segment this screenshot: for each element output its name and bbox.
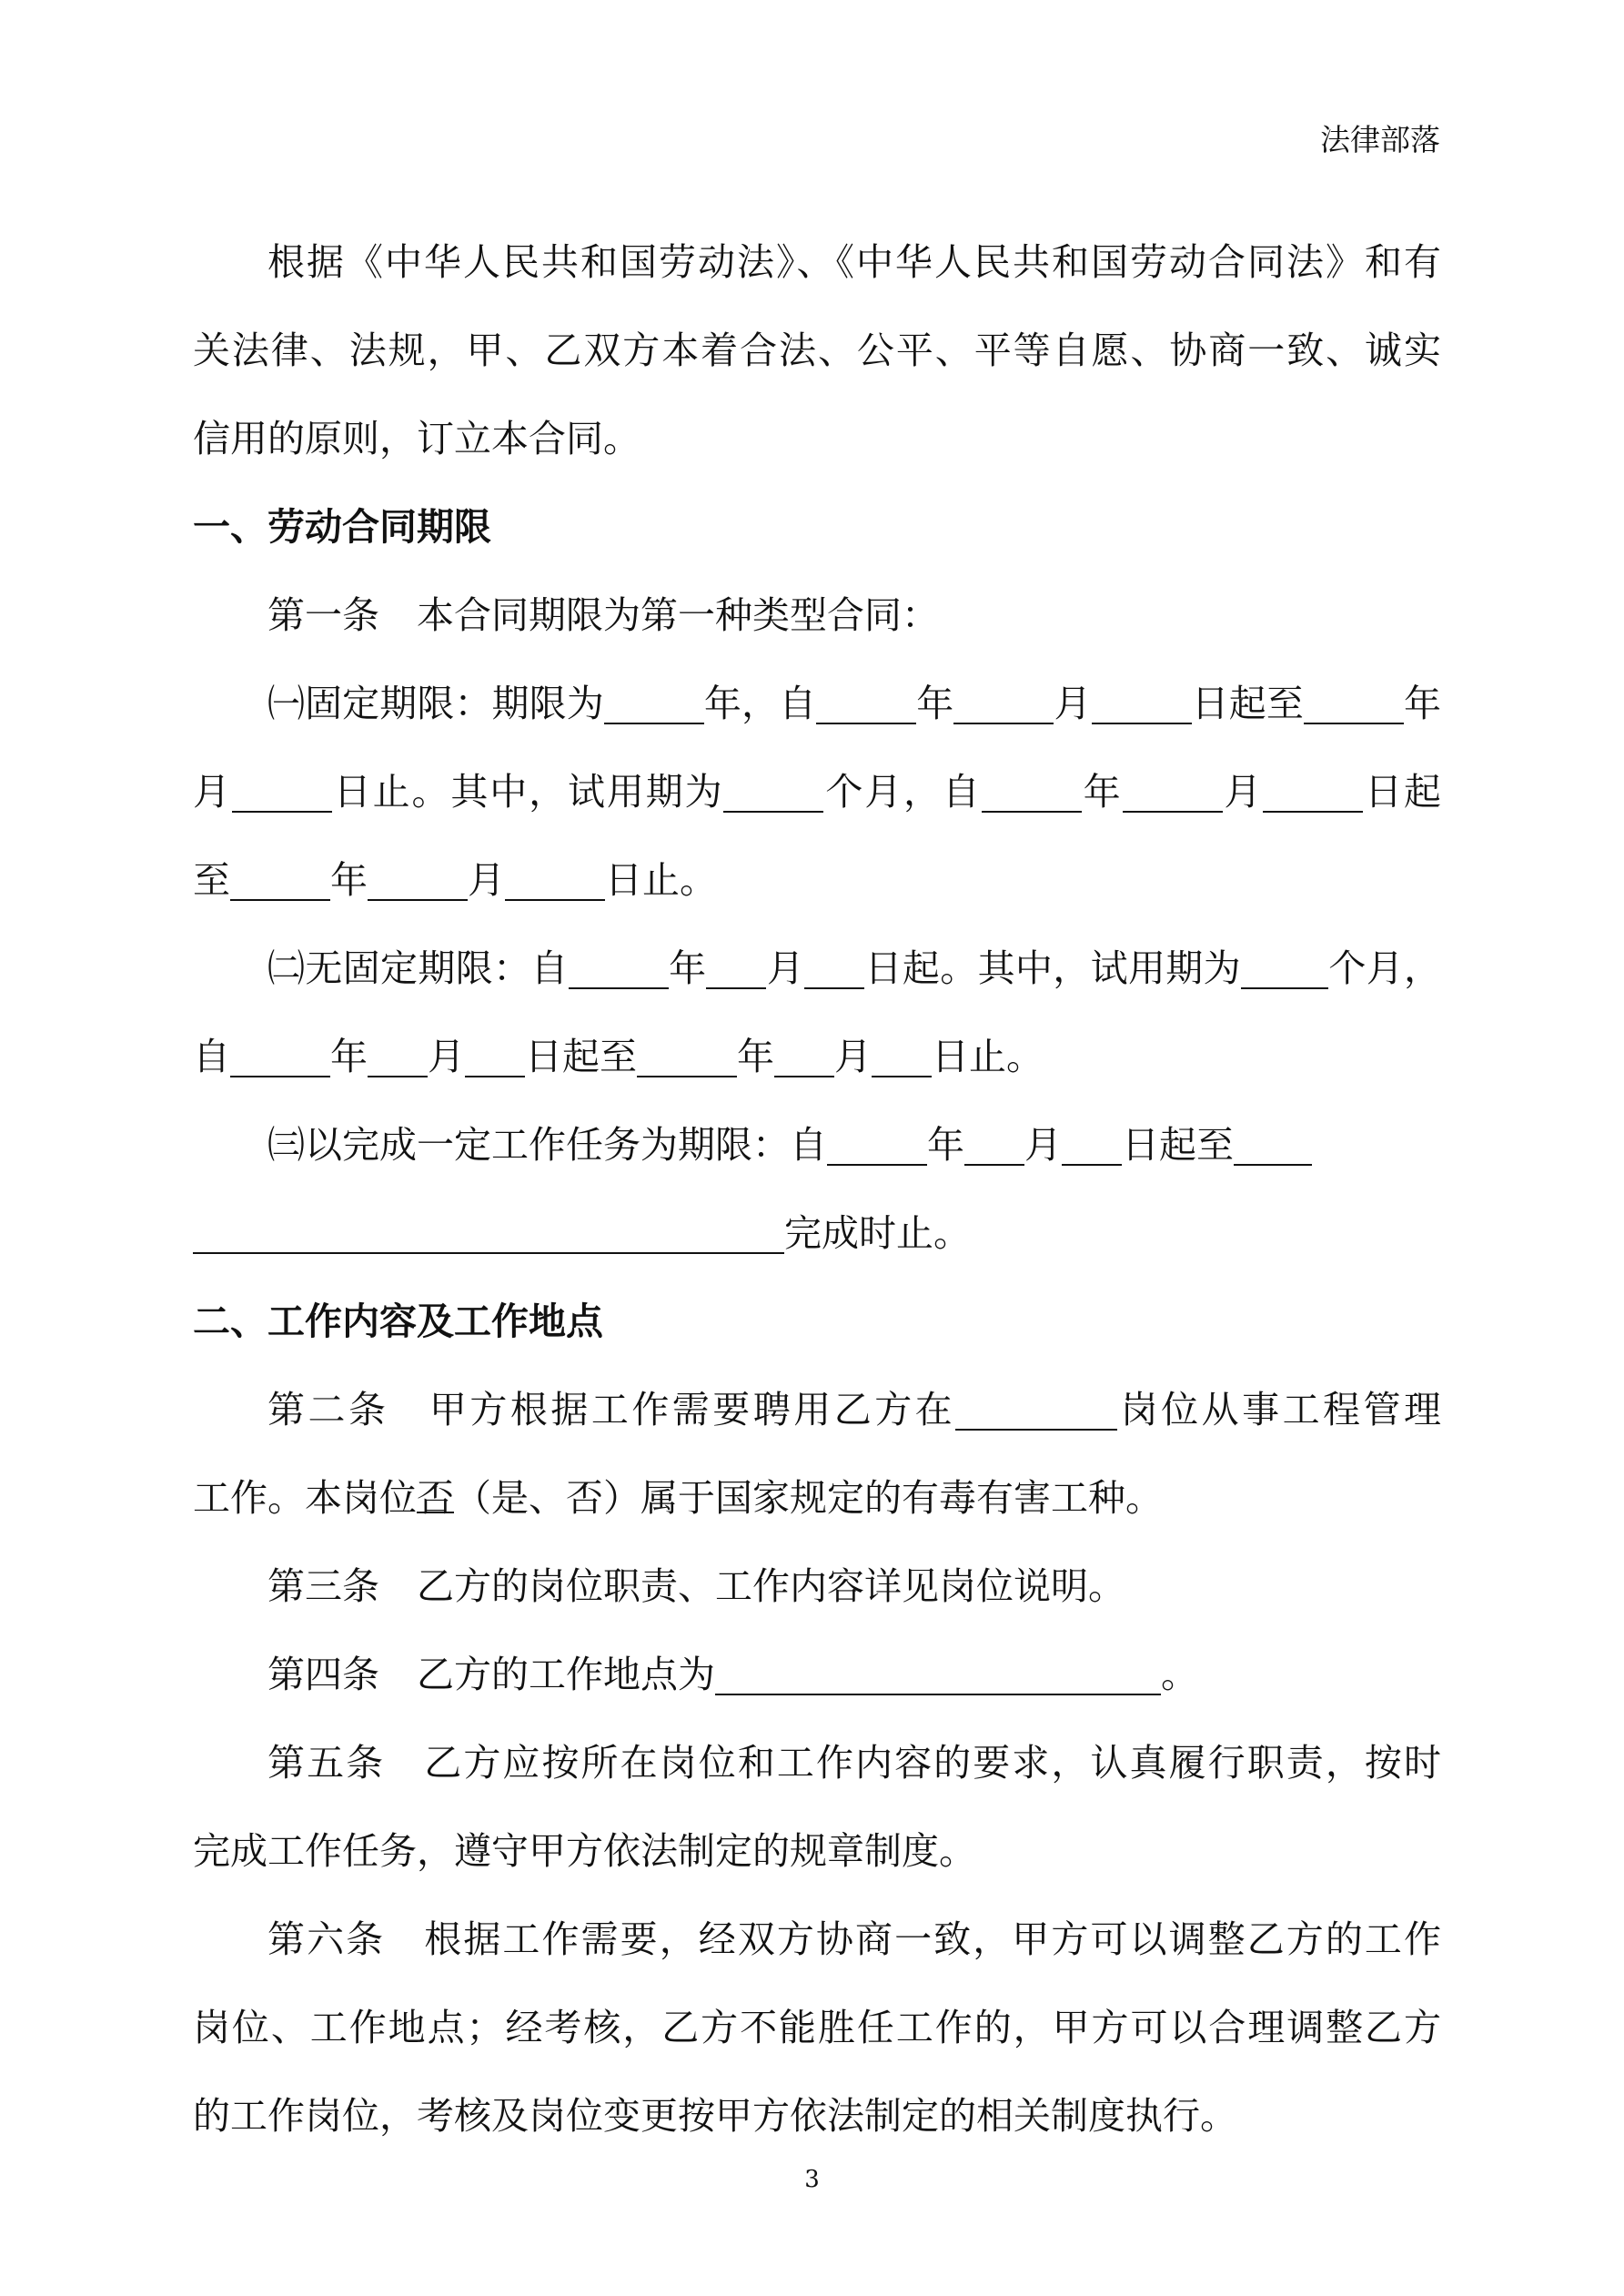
fixed-term-line-2 — [193, 748, 1441, 836]
text: 年 — [1081, 770, 1123, 814]
blank[interactable] — [368, 860, 468, 901]
text: 工作。本岗位 — [193, 1476, 417, 1520]
selected-option: 否 — [417, 1476, 454, 1520]
blank[interactable] — [827, 1125, 927, 1166]
blank[interactable] — [1263, 772, 1363, 813]
text: 年 — [737, 1035, 774, 1078]
blank[interactable] — [232, 772, 332, 813]
article-6-line-2: 岗位、工作地点；经考核，乙方不能胜任工作的，甲方可以合理调整乙方 — [193, 2006, 1441, 2049]
text: 月 — [428, 1035, 465, 1078]
page-header: 法律部落 — [1320, 122, 1440, 157]
text: 年 — [927, 1123, 964, 1167]
text: 日止。 — [605, 858, 717, 902]
blank[interactable] — [774, 1037, 834, 1077]
text: 月 — [193, 770, 232, 814]
text: 年 — [1403, 682, 1441, 725]
blank[interactable] — [193, 1213, 784, 1254]
text: 日起至 — [525, 1035, 637, 1078]
article-4 — [193, 1631, 1441, 1719]
text: 年，自 — [703, 682, 817, 725]
article-6-line-1: 第六条 根据工作需要，经双方协商一致，甲方可以调整乙方的工作 — [267, 1917, 1441, 1961]
blank[interactable] — [569, 948, 669, 989]
blank[interactable] — [465, 1037, 525, 1077]
text: 个月， — [1328, 946, 1441, 990]
text: 日起。其中，试用期为 — [864, 946, 1241, 990]
section-2-heading: 二、工作内容及工作地点 — [193, 1300, 603, 1343]
article-3: 第三条 乙方的岗位职责、工作内容详见岗位说明。 — [267, 1564, 1125, 1608]
text: 第四条 乙方的工作地点为 — [267, 1653, 715, 1696]
document-body — [193, 218, 1441, 2160]
article-2-line-2 — [193, 1454, 1441, 1542]
text: 日起 — [1363, 770, 1441, 814]
blank[interactable] — [1123, 772, 1223, 813]
text: 日止。 — [932, 1035, 1044, 1078]
page-number: 3 — [804, 2166, 820, 2193]
blank[interactable] — [723, 772, 823, 813]
text: 。 — [1161, 1653, 1198, 1696]
text: ㈢以完成一定工作任务为期限：自 — [267, 1123, 827, 1167]
open-term-line-2 — [193, 1013, 1441, 1101]
blank[interactable] — [604, 683, 704, 724]
blank[interactable] — [1092, 683, 1192, 724]
blank[interactable] — [1241, 948, 1328, 989]
fixed-term-line-3 — [193, 836, 1441, 925]
intro-line-1: 根据《中华人民共和国劳动法》、《中华人民共和国劳动合同法》和有 — [267, 240, 1441, 284]
open-term-line-1 — [193, 925, 1441, 1013]
text: （是、否）属于国家规定的有毒有害工种。 — [454, 1476, 1163, 1520]
blank[interactable] — [505, 860, 605, 901]
blank[interactable] — [872, 1037, 932, 1077]
text: 月 — [468, 858, 505, 902]
text: ㈠固定期限：期限为 — [267, 682, 604, 725]
text: 月 — [1054, 682, 1092, 725]
blank[interactable] — [1062, 1125, 1122, 1166]
blank[interactable] — [1304, 683, 1404, 724]
text: 年 — [330, 1035, 368, 1078]
intro-line-3: 信用的原则，订立本合同。 — [193, 417, 641, 460]
blank[interactable] — [230, 860, 330, 901]
blank[interactable] — [230, 1037, 330, 1077]
blank[interactable] — [637, 1037, 737, 1077]
text: 日起至 — [1191, 682, 1304, 725]
text: 月 — [1024, 1123, 1062, 1167]
text: 年 — [668, 946, 707, 990]
blank[interactable] — [953, 683, 1054, 724]
intro-line-2: 关法律、法规，甲、乙双方本着合法、公平、平等自愿、协商一致、诚实 — [193, 329, 1441, 372]
text: 第二条 甲方根据工作需要聘用乙方在 — [267, 1388, 956, 1431]
text: 个月，自 — [823, 770, 982, 814]
task-term-line-2 — [193, 1189, 1441, 1278]
blank[interactable] — [964, 1125, 1024, 1166]
article-2-line-1 — [193, 1366, 1441, 1454]
text: 岗位从事工程管理 — [1117, 1388, 1441, 1431]
task-term-line-1 — [193, 1101, 1441, 1189]
blank[interactable] — [804, 948, 864, 989]
blank[interactable] — [1234, 1125, 1312, 1166]
article-5-line-2: 完成工作任务，遵守甲方依法制定的规章制度。 — [193, 1829, 976, 1873]
section-1-heading: 一、劳动合同期限 — [193, 505, 491, 549]
text: 自 — [193, 1035, 230, 1078]
text: 日起至 — [1122, 1123, 1234, 1167]
blank[interactable] — [706, 948, 766, 989]
text: 月 — [766, 946, 805, 990]
blank[interactable] — [715, 1654, 1161, 1695]
text: 完成时止。 — [784, 1211, 971, 1255]
text: 日止。其中，试用期为 — [331, 770, 724, 814]
text: 年 — [330, 858, 368, 902]
article-6-line-3: 的工作岗位，考核及岗位变更按甲方依法制定的相关制度执行。 — [193, 2094, 1237, 2138]
article-1: 第一条 本合同期限为第一种类型合同： — [267, 593, 939, 637]
blank[interactable] — [955, 1390, 1117, 1431]
article-5-line-1: 第五条 乙方应按所在岗位和工作内容的要求，认真履行职责，按时 — [267, 1741, 1441, 1785]
blank[interactable] — [982, 772, 1082, 813]
text: 至 — [193, 858, 230, 902]
text: ㈡无固定期限：自 — [267, 946, 569, 990]
text: 月 — [1222, 770, 1264, 814]
fixed-term-line-1 — [193, 660, 1441, 748]
text: 年 — [916, 682, 954, 725]
blank[interactable] — [368, 1037, 428, 1077]
blank[interactable] — [816, 683, 916, 724]
text: 月 — [834, 1035, 872, 1078]
